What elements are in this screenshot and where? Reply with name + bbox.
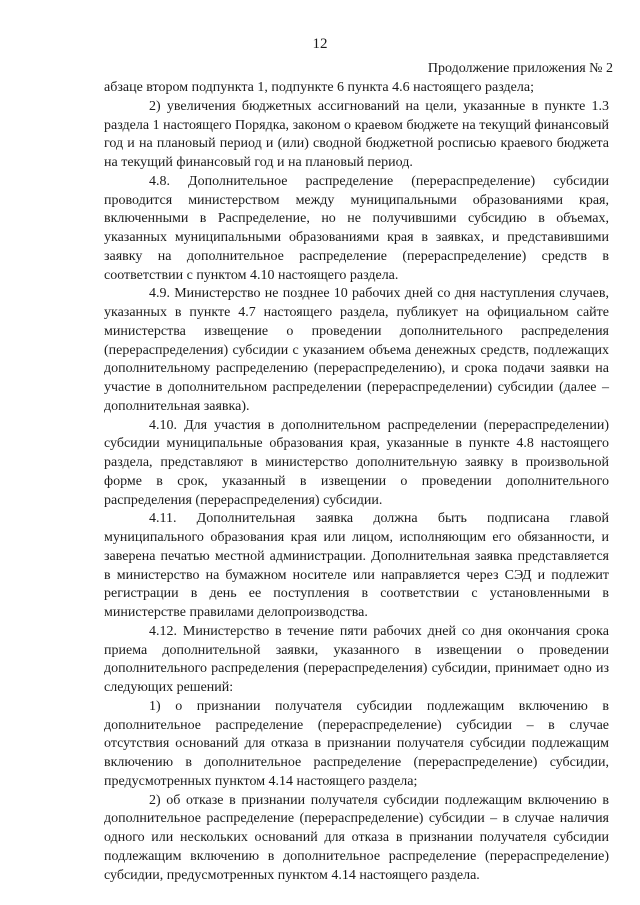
- paragraph: 4.11. Дополнительная заявка должна быть подписана главой муниципального образования края или лицом, исполняющим его обязанности, и заверена печатью местной администрации. Дополнительная заявка представляется в министерство на бумажном носителе или направляется через СЭД и подлежит регистрации в день ее поступления в соответствии с установленными в министерстве правилами делопроизводства.: [104, 511, 609, 620]
- paragraph: 2) об отказе в признании получателя субсидии подлежащим включению в дополнительное распределение (перераспределение) субсидии – в случае наличия одного или нескольких оснований для отказа в признании получателя субсидии подлежащим включению в дополнительное распределение (перераспределение) субсидии, предусмотренных пунктом 4.14 настоящего раздела.: [104, 792, 609, 883]
- paragraph: 4.10. Для участия в дополнительном распределении (перераспределении) субсидии муниципальные образования края, указанные в пункте 4.8 настоящего раздела, представляют в министерство дополнительную заявку в произвольной форме в срок, указанный в извещении о проведении дополнительного распределения (перераспределения) субсидии.: [104, 417, 609, 508]
- paragraph: 4.8. Дополнительное распределение (перераспределение) субсидии проводится министерством между муниципальными образованиями края, включенными в Распределение, но не получившими субсидию в объемах, указанных муниципальными образованиями края в заявках, и представившими заявку на дополнительное распределение (перераспределение) средств в соответствии с пунктом 4.10 настоящего раздела.: [104, 173, 609, 283]
- appendix-continuation-note: Продолжение приложения № 2: [427, 61, 613, 76]
- document-body: [104, 79, 609, 885]
- paragraph: 2) увеличения бюджетных ассигнований на цели, указанные в пункте 1.3 раздела 1 настоящего Порядка, законом о краевом бюджете на текущий финансовый год и на плановый период и (или) сводной бюджетной росписью краевого бюджета на текущий финансовый год и на плановый период.: [104, 98, 609, 170]
- page-number: 12: [312, 36, 328, 52]
- paragraph: 4.9. Министерство не позднее 10 рабочих дней со дня наступления случаев, указанных в пункте 4.7 настоящего раздела, публикует на официальном сайте министерства извещение о проведении дополнительного распределения (перераспределения) субсидии с указанием объема денежных средств, подлежащих дополнительному распределению (перераспределению), и срока подачи заявки на участие в дополнительном распределении (перераспределении) субсидии (далее – дополнительная заявка).: [104, 286, 609, 414]
- paragraph: 4.12. Министерство в течение пяти рабочих дней со дня окончания срока приема дополнительной заявки, указанного в извещении о проведении дополнительного распределения (перераспределения) субсидии, принимает одно из следующих решений:: [104, 623, 609, 695]
- paragraph: 1) о признании получателя субсидии подлежащим включению в дополнительное распределение (перераспределение) субсидии – в случае отсутствия оснований для отказа в признании получателя субсидии подлежащим включению в дополнительное распределение (перераспределение) субсидии, предусмотренных пунктом 4.14 настоящего раздела;: [104, 698, 609, 789]
- paragraph: абзаце втором подпункта 1, подпункте 6 пункта 4.6 настоящего раздела;: [104, 80, 534, 95]
